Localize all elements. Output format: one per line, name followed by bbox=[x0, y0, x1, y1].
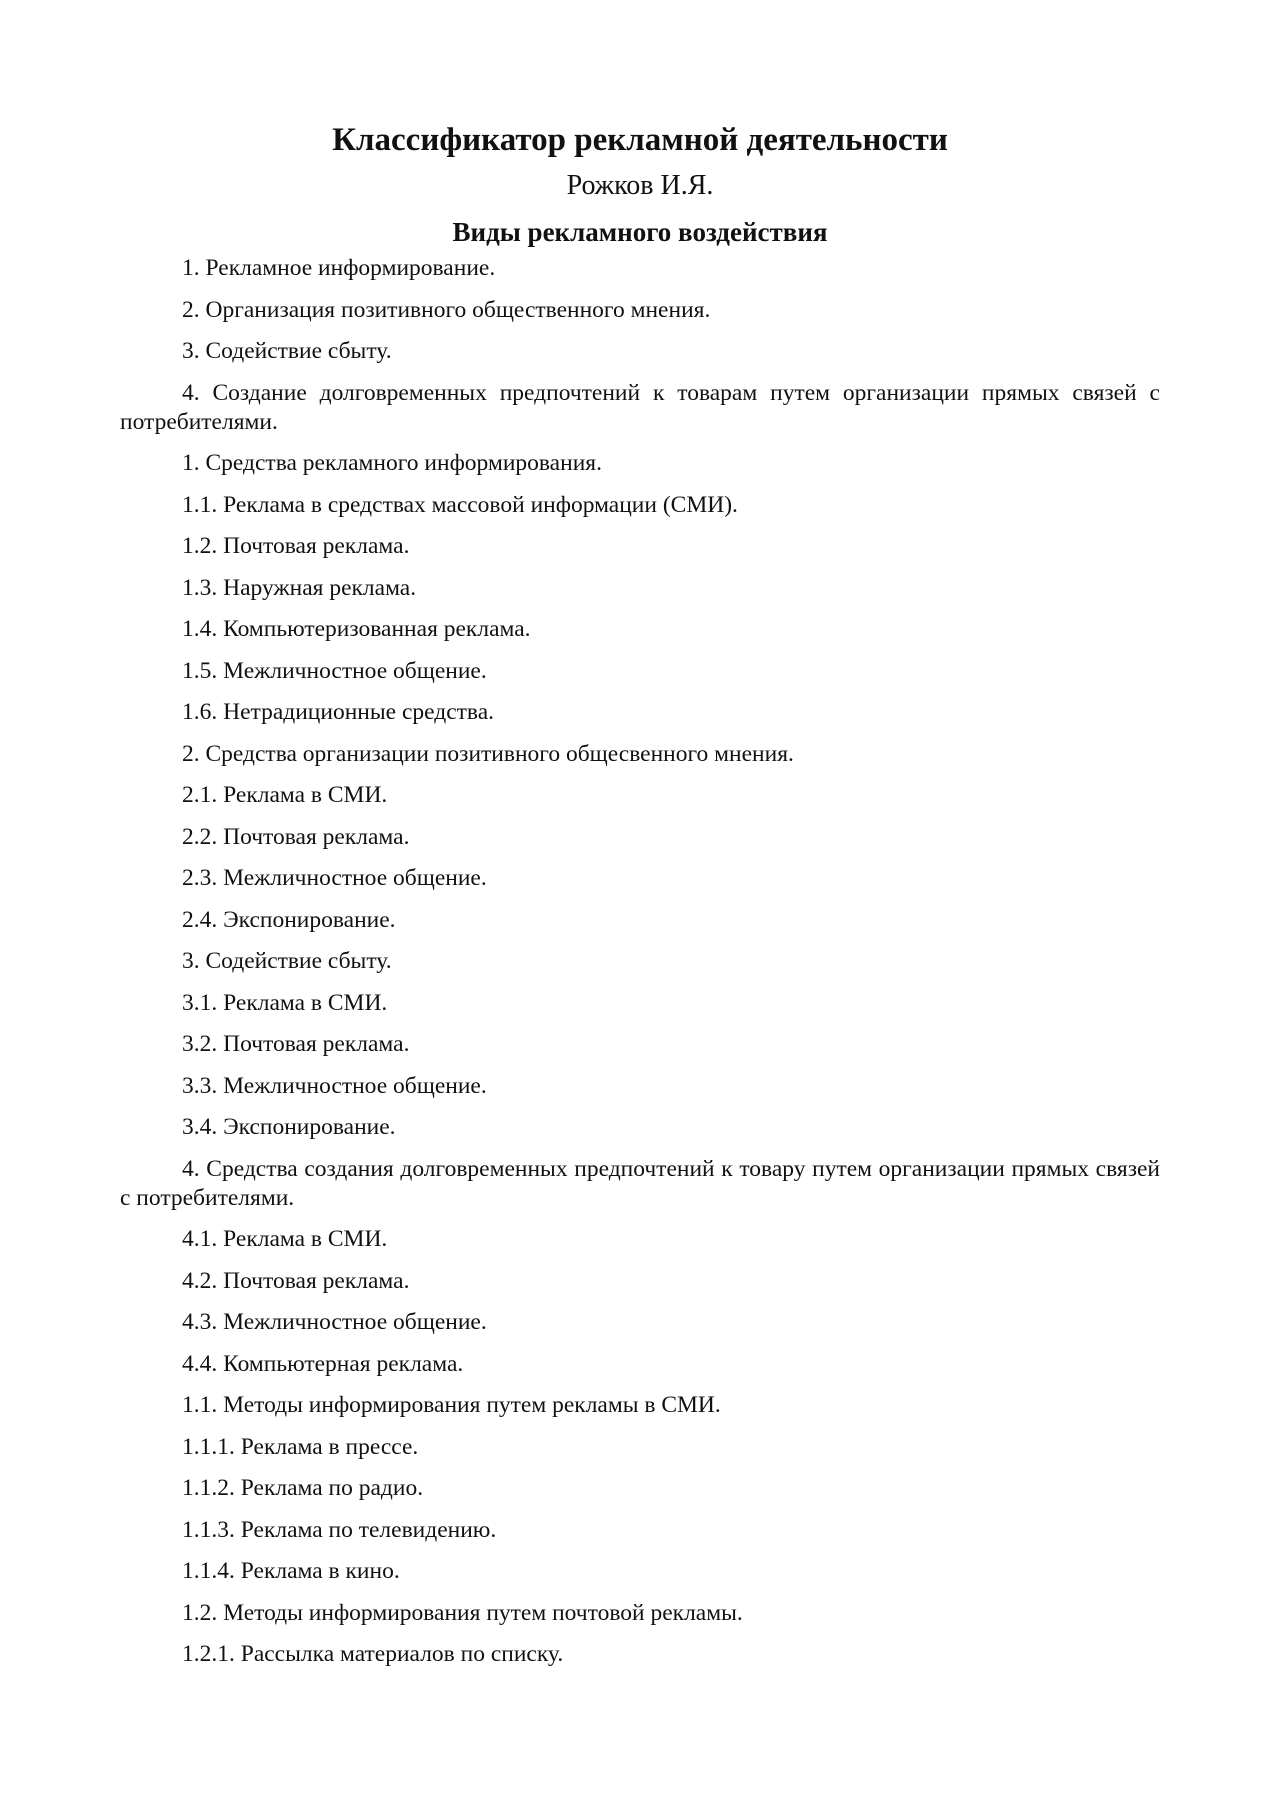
section-title: Виды рекламного воздействия bbox=[452, 217, 828, 247]
list-item: 4.4. Компьютерная реклама. bbox=[182, 1350, 464, 1377]
list-item: 1.2.1. Рассылка материалов по списку. bbox=[182, 1641, 564, 1667]
list-item: 2.2. Почтовая реклама. bbox=[182, 823, 410, 850]
list-item: 1.5. Межличностное общение. bbox=[182, 657, 487, 684]
list-item: 4. Средства создания долговременных предпочтений к товару путем организации прямых связей с потребителями. bbox=[120, 1155, 1160, 1211]
list-item: 1.1. Реклама в средствах массовой информации (СМИ). bbox=[182, 491, 738, 518]
list-item: 1. Средства рекламного информирования. bbox=[182, 450, 602, 476]
list-item: 2.1. Реклама в СМИ. bbox=[182, 782, 388, 808]
list-item: 1.1.2. Реклама по радио. bbox=[182, 1475, 424, 1501]
document-title: Классификатор рекламной деятельности bbox=[332, 122, 948, 158]
list-item: 2.4. Экспонирование. bbox=[182, 906, 396, 933]
list-item: 1.2. Методы информирования путем почтовой рекламы. bbox=[182, 1599, 743, 1626]
list-item: 1.1.4. Реклама в кино. bbox=[182, 1558, 400, 1584]
list-item: 3.4. Экспонирование. bbox=[182, 1114, 396, 1140]
list-item: 1.1.1. Реклама в прессе. bbox=[182, 1433, 419, 1460]
document-page bbox=[120, 118, 1160, 1682]
list-item: 2.3. Межличностное общение. bbox=[182, 865, 487, 891]
list-item: 1.1.3. Реклама по телевидению. bbox=[182, 1516, 497, 1543]
list-item: 4. Создание долговременных предпочтений к товарам путем организации прямых связей с потребителями. bbox=[120, 379, 1160, 435]
list-item: 1. Рекламное информирование. bbox=[182, 255, 496, 281]
document-author: Рожков И.Я. bbox=[566, 170, 714, 201]
list-item: 1.3. Наружная реклама. bbox=[182, 574, 417, 601]
list-item: 2. Средства организации позитивного общесвенного мнения. bbox=[182, 740, 794, 767]
list-item: 1.2. Почтовая реклама. bbox=[182, 533, 410, 559]
list-item: 4.3. Межличностное общение. bbox=[182, 1309, 487, 1335]
list-item: 4.2. Почтовая реклама. bbox=[182, 1267, 410, 1294]
list-item: 3.3. Межличностное общение. bbox=[182, 1072, 487, 1099]
classifier-list bbox=[120, 254, 1160, 1669]
list-item: 3.1. Реклама в СМИ. bbox=[182, 989, 388, 1016]
list-item: 2. Организация позитивного общественного мнения. bbox=[182, 296, 711, 323]
list-item: 3. Содействие сбыту. bbox=[182, 948, 392, 974]
list-item: 3. Содействие сбыту. bbox=[182, 338, 392, 364]
list-item: 1.4. Компьютеризованная реклама. bbox=[182, 616, 531, 642]
list-item: 1.6. Нетрадиционные средства. bbox=[182, 699, 494, 725]
list-item: 1.1. Методы информирования путем рекламы в СМИ. bbox=[182, 1392, 721, 1418]
list-item: 4.1. Реклама в СМИ. bbox=[182, 1226, 388, 1252]
list-item: 3.2. Почтовая реклама. bbox=[182, 1031, 410, 1057]
